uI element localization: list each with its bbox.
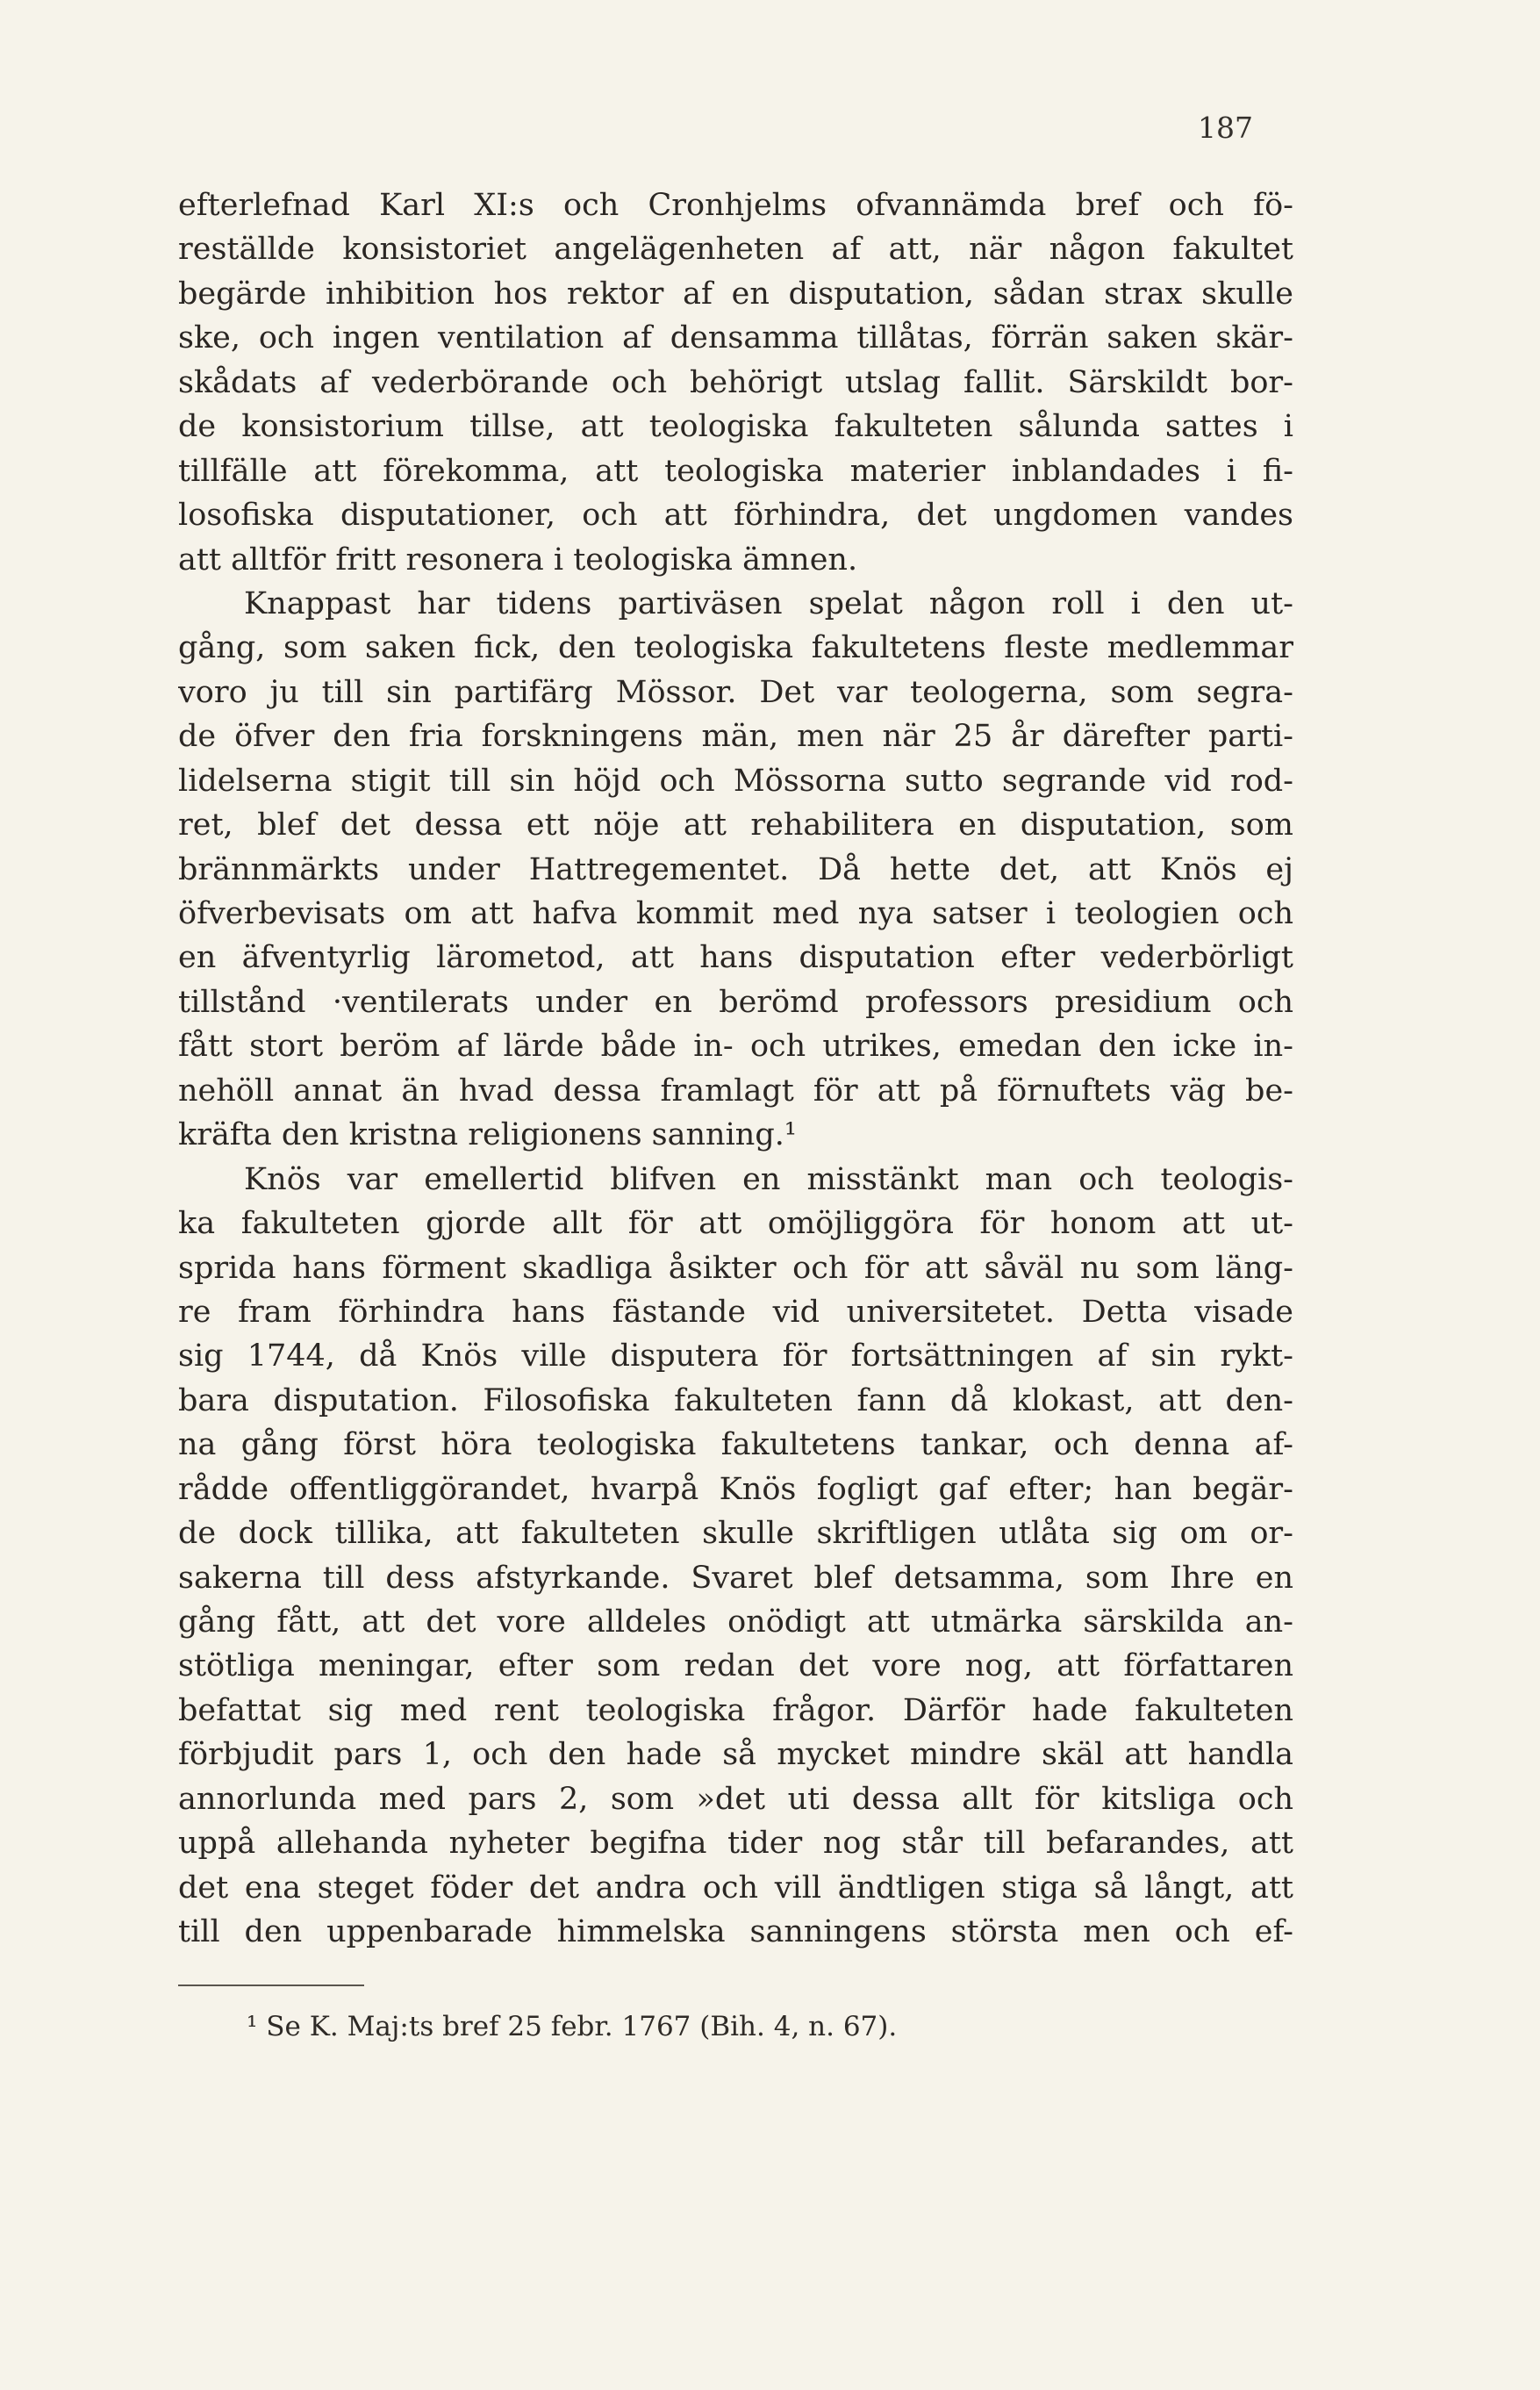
text-line: rådde offentliggörandet, hvarpå Knös fogligt gaf efter; han begär- — [178, 1471, 1293, 1507]
text-line: förbjudit pars 1, och den hade så mycket mindre skäl att handla — [178, 1737, 1293, 1773]
text-line: de dock tillika, att fakulteten skulle skriftligen utlåta sig om or- — [178, 1516, 1293, 1552]
text-line: losofiska disputationer, och att förhindra, det ungdomen vandes — [178, 498, 1293, 534]
text-line: Knös var emellertid blifven en misstänkt man och teologis- — [244, 1161, 1293, 1197]
body-text — [178, 183, 1293, 1955]
text-line: efterlefnad Karl XI:s och Cronhjelms ofvannämda bref och fö- — [178, 188, 1293, 223]
text-line: befattat sig med rent teologiska frågor. Därför hade fakulteten — [178, 1692, 1293, 1728]
text-line: re fram förhindra hans fästande vid universitetet. Detta visade — [178, 1294, 1293, 1330]
text-line: nehöll annat än hvad dessa framlagt för att på förnuftets väg be- — [178, 1073, 1293, 1109]
text-line: öfverbevisats om att hafva kommit med nya satser i teologien och — [178, 896, 1293, 931]
text-line: de konsistorium tillse, att teologiska fakulteten sålunda sattes i — [178, 409, 1293, 445]
text-line: fått stort beröm af lärde både in- och utrikes, emedan den icke in- — [178, 1029, 1293, 1065]
text-line: annorlunda med pars 2, som »det uti dessa allt för kitsliga och — [178, 1781, 1293, 1817]
text-line: na gång först höra teologiska fakultetens tankar, och denna af- — [178, 1427, 1293, 1463]
text-line: gång, som saken fick, den teologiska fakultetens fleste medlemmar — [178, 630, 1293, 666]
text-line: de öfver den fria forskningens män, men när 25 år därefter parti- — [178, 719, 1293, 755]
text-line: stötliga meningar, efter som redan det vore nog, att författaren — [178, 1648, 1293, 1684]
text-line: lidelserna stigit till sin höjd och Mössorna sutto segrande vid rod- — [178, 763, 1293, 799]
text-line: ka fakulteten gjorde allt för att omöjliggöra för honom att ut- — [178, 1206, 1293, 1242]
text-line: brännmärkts under Hattregementet. Då hette det, att Knös ej — [178, 851, 1293, 887]
text-line: voro ju till sin partifärg Mössor. Det var teologerna, som segra- — [178, 674, 1293, 710]
text-line: bara disputation. Filosofiska fakulteten fann då klokast, att den- — [178, 1382, 1293, 1418]
footnote-rule — [178, 1984, 364, 1986]
text-line: Knappast har tidens partiväsen spelat någon roll i den ut- — [244, 585, 1293, 621]
text-line: sprida hans förment skadliga åsikter och för att såväl nu som läng- — [178, 1250, 1293, 1286]
text-line: begärde inhibition hos rektor af en disputation, sådan strax skulle — [178, 276, 1293, 312]
text-line: reställde konsistoriet angelägenheten af att, när någon fakultet — [178, 232, 1293, 268]
text-line: sig 1744, då Knös ville disputera för fortsättningen af sin rykt- — [178, 1339, 1293, 1374]
text-line: tillstånd ·ventilerats under en berömd professors presidium och — [178, 984, 1293, 1020]
footnote: ¹ Se K. Maj:ts bref 25 febr. 1767 (Bih. 4, n. 67). — [247, 2011, 898, 2042]
text-line: gång fått, att det vore alldeles onödigt att utmärka särskilda an- — [178, 1604, 1293, 1640]
page-number: 187 — [1198, 111, 1253, 145]
text-line: skådats af vederbörande och behörigt utslag fallit. Särskildt bor- — [178, 364, 1293, 400]
text-line: att alltför fritt resonera i teologiska ämnen. — [178, 542, 858, 578]
text-line: sakerna till dess afstyrkande. Svaret blef detsamma, som Ihre en — [178, 1560, 1293, 1596]
text-line: det ena steget föder det andra och vill ändtligen stiga så långt, att — [178, 1870, 1293, 1906]
text-line: kräfta den kristna religionens sanning.¹ — [178, 1117, 797, 1153]
text-line: tillfälle att förekomma, att teologiska materier inblandades i fi- — [178, 453, 1293, 489]
text-line: ske, och ingen ventilation af densamma tillåtas, förrän saken skär- — [178, 320, 1293, 356]
text-line: ret, blef det dessa ett nöje att rehabilitera en disputation, som — [178, 807, 1293, 843]
text-line: till den uppenbarade himmelska sanningens största men och ef- — [178, 1914, 1293, 1950]
text-line: en äfventyrlig lärometod, att hans disputation efter vederbörligt — [178, 940, 1293, 976]
text-line: uppå allehanda nyheter begifna tider nog står till befarandes, att — [178, 1826, 1293, 1862]
